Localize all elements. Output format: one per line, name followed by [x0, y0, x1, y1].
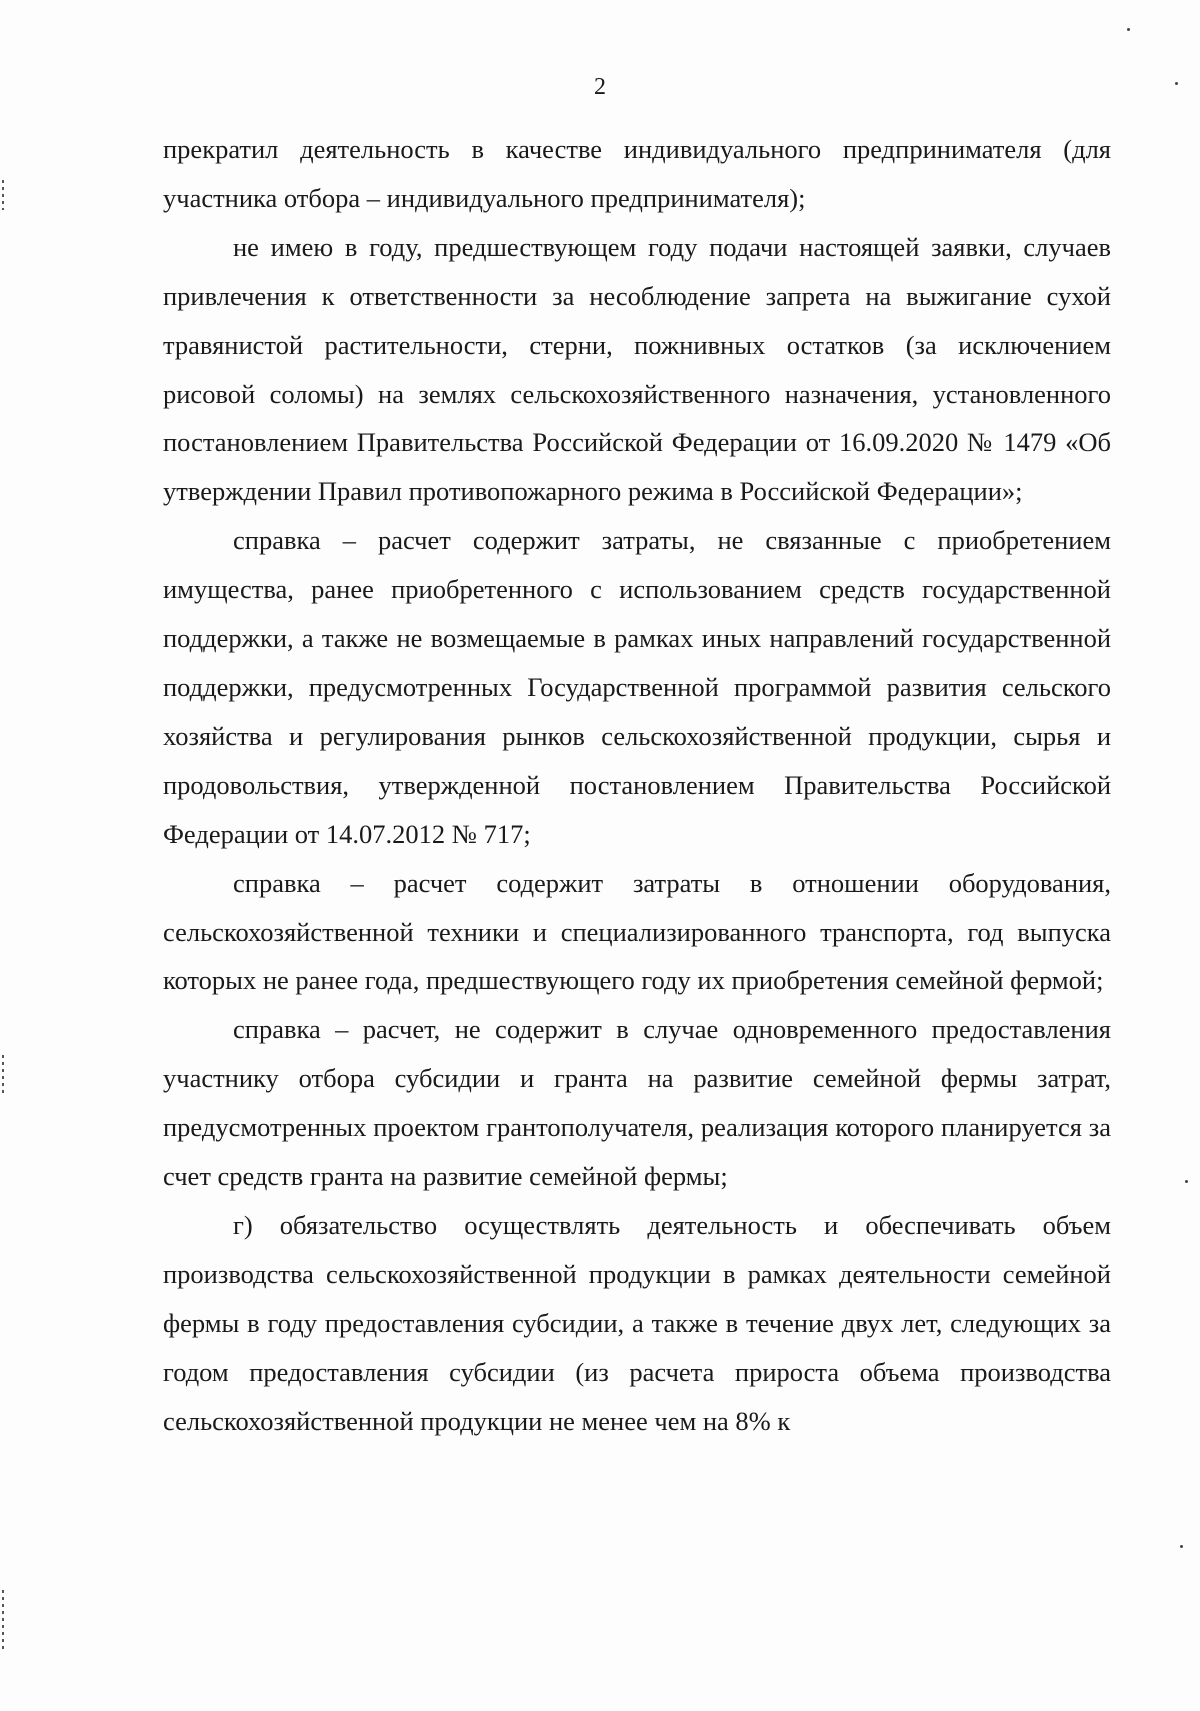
- scan-speck: [1180, 1545, 1183, 1548]
- scan-speck: [1127, 28, 1130, 31]
- scan-edge-marks: [2, 1055, 4, 1095]
- scan-speck: [1185, 1180, 1188, 1183]
- scan-edge-marks: [2, 1590, 4, 1650]
- paragraph: г) обязательство осуществлять деятельность и обеспечивать объем производства сельскохозяйственной продукции в рамках деятельности семейной фермы в году предоставления субсидии, а также в течение двух лет, следующих за годом предоставления субсидии (из расчета прироста объема производства сельскохозяйственной продукции не менее чем на 8% к: [163, 1209, 1111, 1436]
- scan-edge-marks: [2, 180, 4, 210]
- paragraph: не имею в году, предшествующем году подачи настоящей заявки, случаев привлечения к ответственности за несоблюдение запрета на выжигание сухой травянистой растительности, стерни, пожнивных остатков (за исключением рисовой соломы) на землях сельскохозяйственного назначения, установленного постановлением Правительства Российской Федерации от 16.09.2020 № 1479 «Об утверждении Правил противопожарного режима в Российской Федерации»;: [163, 231, 1111, 507]
- document-body: [163, 125, 1111, 1445]
- paragraph: справка – расчет, не содержит в случае одновременного предоставления участнику отбора субсидии и гранта на развитие семейной фермы затрат, предусмотренных проектом грантополучателя, реализация которого планируется за счет средств гранта на развитие семейной фермы;: [163, 1014, 1111, 1192]
- paragraph: справка – расчет содержит затраты в отношении оборудования, сельскохозяйственной техники и специализированного транспорта, год выпуска которых не ранее года, предшествующего году их приобретения семейной фермой;: [163, 867, 1111, 996]
- paragraph: справка – расчет содержит затраты, не связанные с приобретением имущества, ранее приобретенного с использованием средств государственной поддержки, а также не возмещаемые в рамках иных направлений государственной поддержки, предусмотренных Государственной программой развития сельского хозяйства и регулирования рынков сельскохозяйственной продукции, сырья и продовольствия, утвержденной постановлением Правительства Российской Федерации от 14.07.2012 № 717;: [163, 525, 1111, 849]
- page-number: 2: [594, 74, 606, 100]
- paragraph: прекратил деятельность в качестве индивидуального предпринимателя (для участника отбора – индивидуального предпринимателя);: [163, 134, 1111, 213]
